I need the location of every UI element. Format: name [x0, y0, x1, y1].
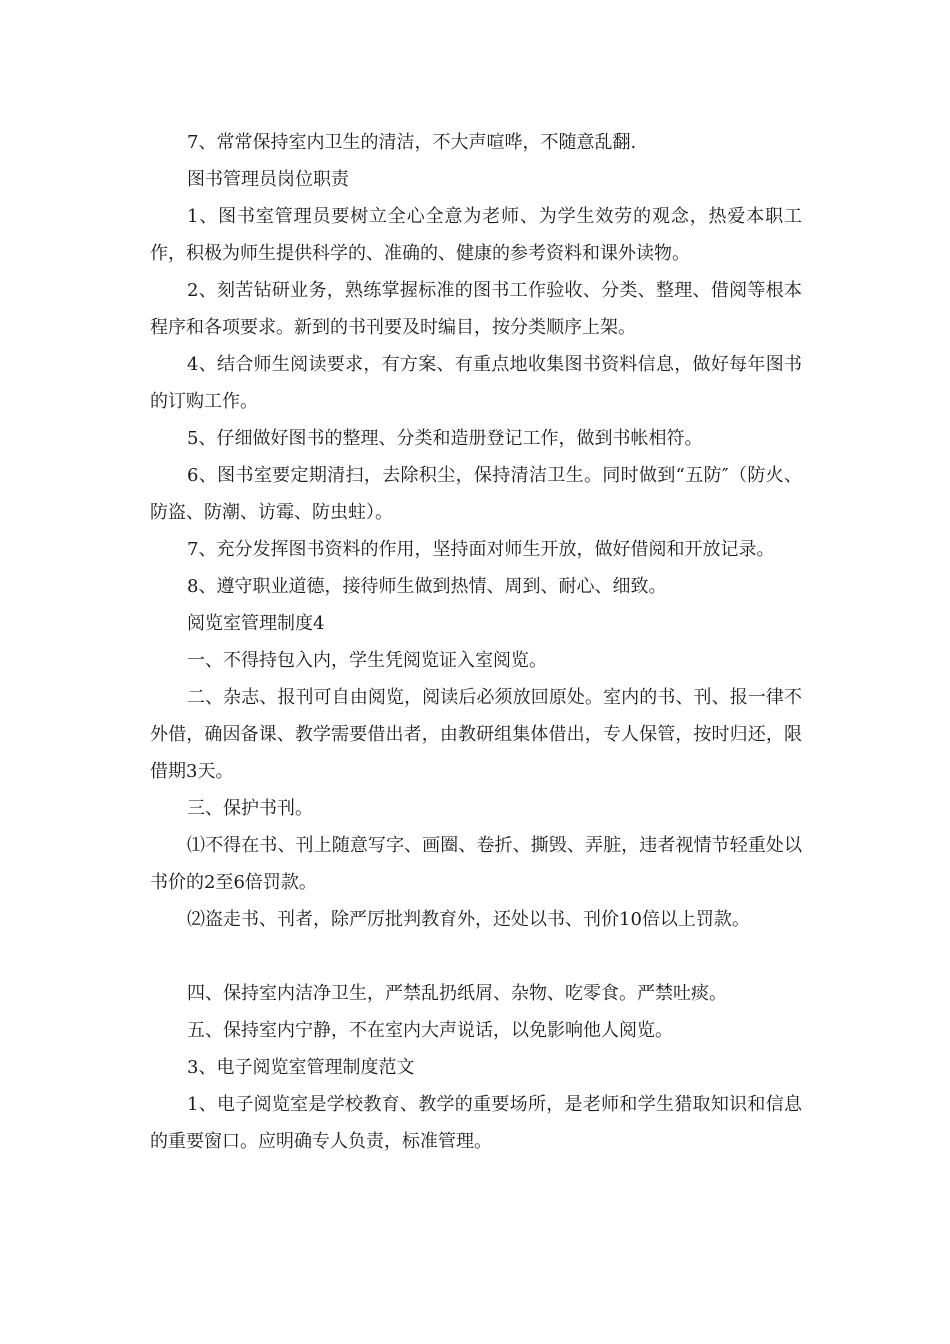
paragraph: 五、保持室内宁静，不在室内大声说话，以免影响他人阅览。: [187, 1020, 673, 1041]
paragraph: 2、刻苦钻研业务，熟练掌握标准的图书工作验收、分类、整理、借阅等根本程序和各项要求。新到的书刊要及时编目，按分类顺序上架。: [150, 280, 802, 338]
paragraph: 4、结合师生阅读要求，有方案、有重点地收集图书资料信息，做好每年图书的订购工作。: [150, 354, 802, 412]
section-heading: 3、电子阅览室管理制度范文: [187, 1057, 415, 1078]
blank-line: [150, 938, 802, 975]
paragraph: 三、保护书刊。: [187, 798, 313, 819]
paragraph: 一、不得持包入内，学生凭阅览证入室阅览。: [187, 650, 547, 671]
paragraph: 1、图书室管理员要树立全心全意为老师、为学生效劳的观念，热爱本职工作，积极为师生提供科学的、准确的、健康的参考资料和课外读物。: [150, 206, 802, 264]
section-heading: 阅览室管理制度4: [187, 613, 325, 634]
paragraph: 8、遵守职业道德，接待师生做到热情、周到、耐心、细致。: [187, 576, 667, 597]
paragraph: ⑵盗走书、刊者，除严厉批判教育外，还处以书、刊价10倍以上罚款。: [187, 909, 750, 930]
section-heading: 图书管理员岗位职责: [187, 169, 349, 190]
paragraph: 7、充分发挥图书资料的作用，坚持面对师生开放，做好借阅和开放记录。: [187, 539, 775, 560]
paragraph: 四、保持室内洁净卫生，严禁乱扔纸屑、杂物、吃零食。严禁吐痰。: [187, 983, 727, 1004]
paragraph: 5、仔细做好图书的整理、分类和造册登记工作，做到书帐相符。: [187, 428, 703, 449]
paragraph: 1、电子阅览室是学校教育、教学的重要场所，是老师和学生猎取知识和信息的重要窗口。应明确专人负责，标准管理。: [150, 1094, 802, 1152]
paragraph: 6、图书室要定期清扫，去除积尘，保持清洁卫生。同时做到“五防″（防火、防盗、防潮、访霉、防虫蛀）。: [150, 465, 802, 523]
paragraph: ⑴不得在书、刊上随意写字、画圈、卷折、撕毁、弄脏，违者视情节轻重处以书价的2至6倍罚款。: [150, 835, 802, 893]
paragraph: 7、常常保持室内卫生的清洁，不大声喧哗，不随意乱翻.: [187, 132, 637, 153]
paragraph: 二、杂志、报刊可自由阅览，阅读后必须放回原处。室内的书、刊、报一律不外借，确因备课、教学需要借出者，由教研组集体借出，专人保管，按时归还，限借期3天。: [150, 687, 802, 782]
document-page: [150, 124, 802, 1160]
